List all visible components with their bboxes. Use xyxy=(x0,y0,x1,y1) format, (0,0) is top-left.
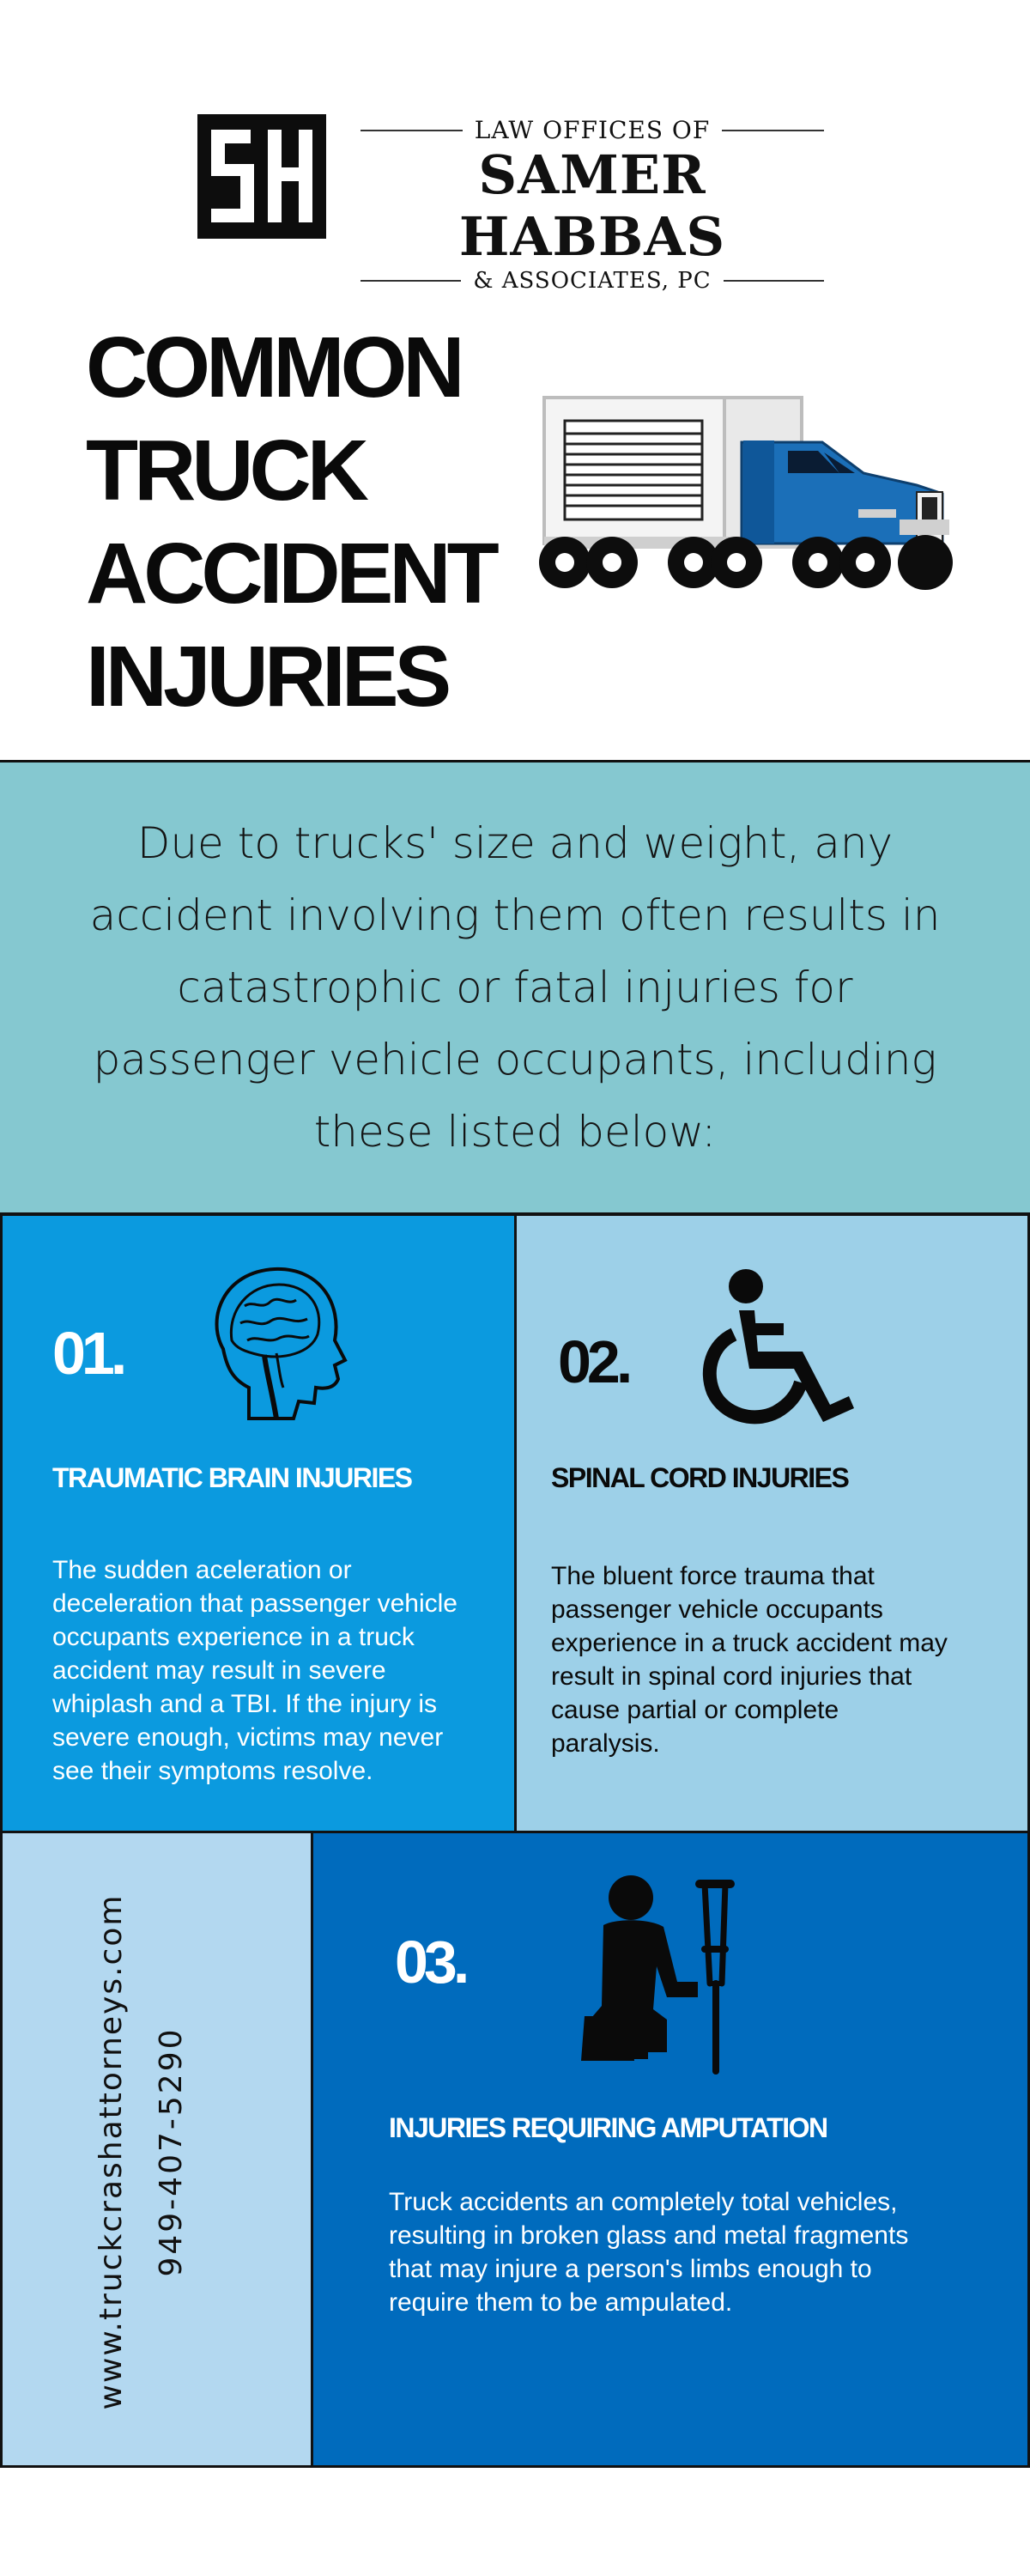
card-body: The sudden aceleration or deceleration that passenger vehicle occupants experience in a truck accident may result in severe whiplash and a TBI. If the injury is severe enough, victims may never see their symptoms resolve. xyxy=(52,1556,457,1785)
wheelchair-icon xyxy=(701,1267,864,1426)
title-line: TRUCK xyxy=(86,422,365,519)
card-heading: SPINAL CORD INJURIES xyxy=(551,1462,849,1493)
firm-name-main: SAMER HABBAS xyxy=(458,143,726,268)
contact-text xyxy=(82,1843,236,2461)
injury-card-spinal xyxy=(514,1213,1030,1833)
card-body: Truck accidents an completely total vehicles, resulting in broken glass and metal fragments that may injure a person's limbs enough to require them to be ampulated. xyxy=(389,2188,909,2317)
card-number: 01. xyxy=(52,1320,124,1387)
truck-icon xyxy=(539,391,960,597)
website-link[interactable]: www.truckcrashattorneys.com xyxy=(94,1893,129,2410)
intro-text: Due to trucks' size and weight, any accident involving them often results in catastrophic or fatal injuries for passenger vehicle occupants, including these listed below: xyxy=(89,818,941,1157)
phone-number[interactable]: 949-407-5290 xyxy=(154,2026,189,2277)
title-line: INJURIES xyxy=(86,629,448,725)
sh-monogram-icon xyxy=(197,114,326,239)
card-number: 02. xyxy=(558,1328,629,1395)
title-line: COMMON xyxy=(86,319,461,416)
intro-band xyxy=(0,760,1030,1215)
title-line: ACCIDENT xyxy=(86,526,495,622)
card-number: 03. xyxy=(395,1929,466,1996)
contact-panel xyxy=(0,1831,313,2468)
card-body: The bluent force trauma that passenger vehicle occupants experience in a truck accident may result in spinal cord injuries that cause partial or complete paralysis. xyxy=(551,1562,948,1758)
card-heading: INJURIES REQUIRING AMPUTATION xyxy=(389,2112,827,2143)
firm-name xyxy=(360,116,824,294)
card-heading: TRAUMATIC BRAIN INJURIES xyxy=(52,1462,412,1493)
firm-logo xyxy=(176,99,863,294)
injury-card-tbi xyxy=(0,1213,517,1833)
firm-name-top: LAW OFFICES OF xyxy=(360,116,824,144)
crutch-person-icon xyxy=(571,1872,751,2078)
injury-card-amputation xyxy=(311,1831,1030,2468)
page-title xyxy=(86,316,532,728)
brain-icon xyxy=(197,1259,352,1422)
firm-name-bottom: & ASSOCIATES, PC xyxy=(360,268,824,294)
